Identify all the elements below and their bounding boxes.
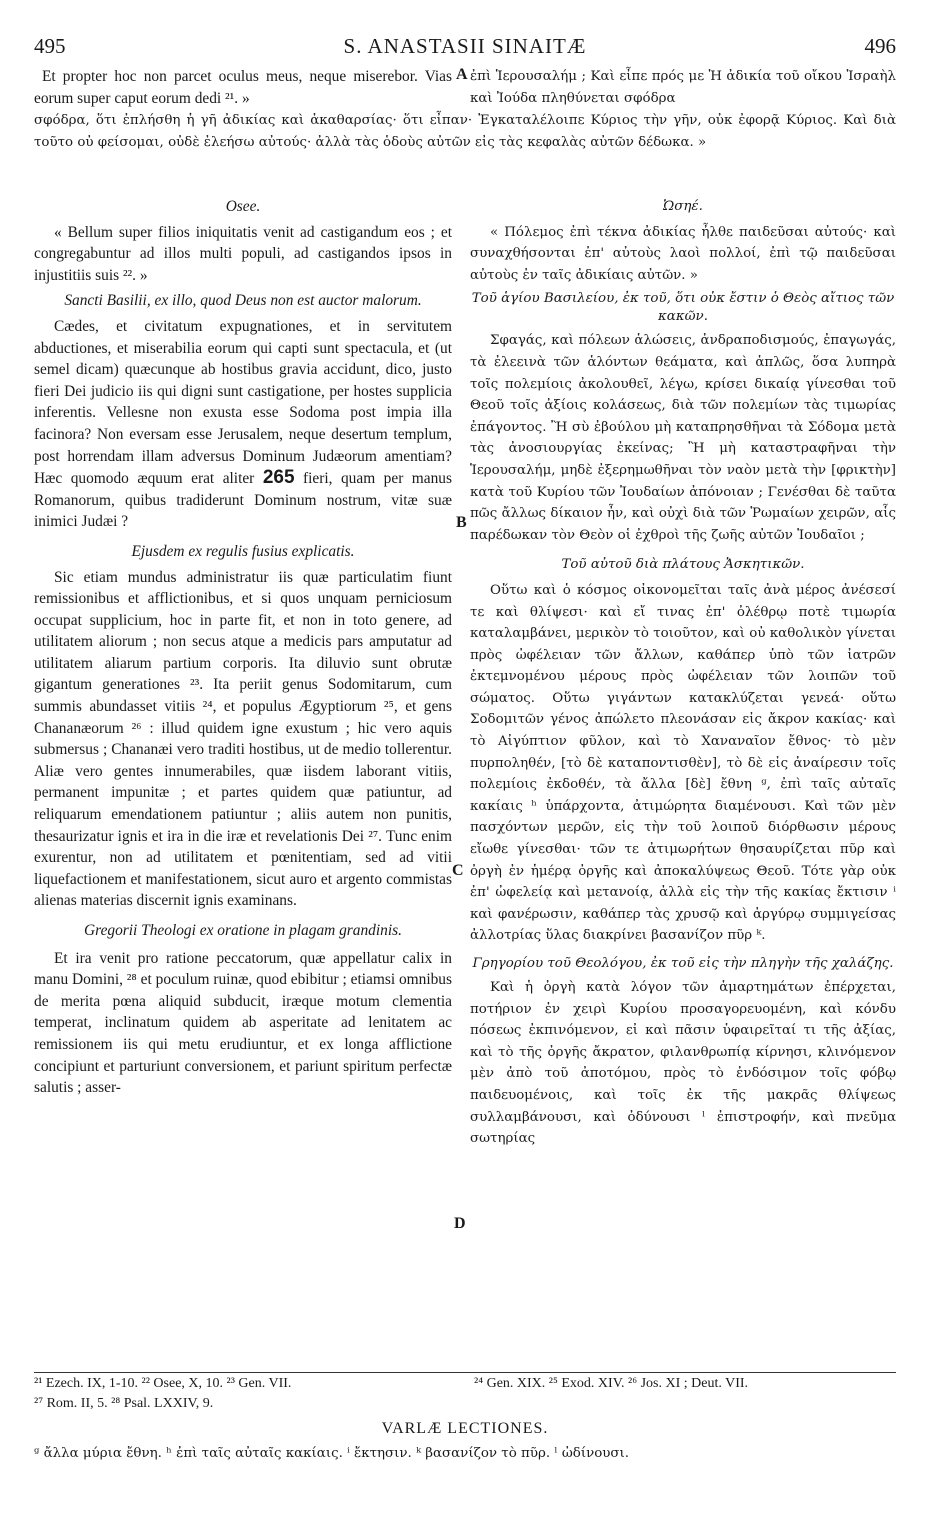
margin-letter-a: A bbox=[456, 66, 468, 83]
latin-paragraph-2b: fieri, quam per manus Romanorum, quibus tradiderunt Dominum nostrum, vitæ suæ inimici Judæi ? bbox=[34, 470, 452, 531]
top-greek-1 bbox=[470, 66, 896, 109]
variae-lectiones-title: VARLÆ LECTIONES. bbox=[381, 1420, 549, 1437]
page-number-right: 496 bbox=[864, 34, 896, 58]
top-greek-2-text: σφόδρα, ὅτι ἐπλήσθη ἡ γῆ ἀδικίας καὶ ἀκαθαρσίας· ὅτι εἶπαν· Ἐγκαταλέλοιπε Κύριος τὴν γῆν, οὐκ ἐφορᾷ Κύριος. Καὶ διὰ τοῦτο οὐ φείσομαι, οὐδὲ ἐλεήσω αὐτούς· ἀλλὰ τὰς ὁδοὺς αὐτῶν εἰς τὰς κεφαλὰς αὐτῶν δέδωκα. » bbox=[34, 113, 896, 150]
top-latin bbox=[34, 66, 452, 109]
footnotes bbox=[34, 1374, 896, 1418]
footnote-rule bbox=[34, 1372, 896, 1373]
running-title: S. ANASTASII SINAITÆ bbox=[343, 34, 587, 58]
latin-paragraph-3: Sic etiam mundus administratur iis quæ particulatim fiunt remissionibus et afflictionibus, et si quos unquam perniciosum occupat supplicium, hoc in parte fit, et non in toto genere, ad utilitatem aliorum ; non secus atque a medicis pars amputatur ad utilitatem aliarum partium corporis. Ita diluvio sunt obrutæ gigantum generationes ²³. Ita periit genus Sodomitarum, cum summis abundasset vitiis ²⁴, et populus Ægyptiorum ²⁵, et gens Chananæorum ²⁶ : illud quidem igne exustum ; hic vero aquis submersus ; Chananæi vero traditi hostibus, ut de medio tollerentur. Aliæ vero gentes innumerabiles, quæ iisdem laborant vitiis, permanent impunitæ ; et partes quidem quæ patiuntur, ad reliquarum emendationem patiuntur ; aliis autem non punitis, thesaurizatur ignis et ira in die iræ et revelationis Dei ²⁷. Tunc enim exurentur, non ad utilitatem et pœnitentiam, sed ad vitii liquefactionem et manifestationem, sicut auro et argento commistas alienas materias discernit ignis examinans. bbox=[34, 568, 452, 910]
margin-letter-c: C bbox=[452, 862, 464, 879]
top-latin-text: Et propter hoc non parcet oculus meus, neque miserebor. Vias eorum super caput eorum dedi ²¹. » bbox=[34, 68, 452, 107]
margin-letter-b: B bbox=[456, 514, 467, 531]
latin-paragraph-2 bbox=[34, 316, 452, 533]
variae-lectiones-lines: ᵍ ἄλλα μύρια ἔθνη. ʰ ἐπὶ ταῖς αὐταῖς κακίαις. ⁱ ἔκτησιν. ᵏ βασανίζον τὸ πῦρ. ˡ ὠδίνουσι. bbox=[34, 1446, 630, 1461]
greek-heading-basil: Τοῦ ἁγίου Βασιλείου, ἐκ τοῦ, ὅτι οὐκ ἔστιν ὁ Θεὸς αἴτιος τῶν κακῶν. bbox=[471, 291, 895, 325]
greek-heading-gregory: Γρηγορίου τοῦ Θεολόγου, ἐκ τοῦ εἰς τὴν πληγὴν τῆς χαλάζης. bbox=[472, 956, 894, 971]
greek-paragraph-3: Οὕτω καὶ ὁ κόσμος οἰκονομεῖται ταῖς ἀνὰ μέρος ἀνέσεσί τε καὶ θλίψεσι· καὶ εἴ τινας ἐπ' ὀλέθρῳ ποτὲ τιμωρία καταλαμβάνει, μερικὸν τὸ τοιοῦτον, καὶ οὐ καθολικὸν γίνεται πρὸς ὠφέλειαν τῶν ἄλλων, καθάπερ ὑπὸ τῶν ἰατρῶν ἐκτεμνομένου μέρους πρὸς ὠφέλειαν τῶν λοιπῶν τοῦ σώματος. Οὕτω γιγάντων κατακλύζεται γενεά· οὕτω Σοδομιτῶν γένος ἀπώλετο πλεονάσαν εἰς ἄκρον κακίας· καὶ τὸ Αἰγύπτιον φῦλον, καὶ τὸ Χαναναῖον ἔθνος· τὸ μὲν πυρποληθέν, [τὸ δὲ καταποντισθὲν], τὸ δὲ εἰς ἀναίρεσιν τοῖς πολεμίοις ἐκδοθέν, τὰ ἄλλα [δὲ] ἔθνη ᵍ, ἐπὶ ταῖς αὐταῖς κακίαις ʰ ὑπάρχοντα, ἀτιμώρητα διαμένουσι. Καὶ τῶν μὲν πασχόντων μερῶν, εἰς τὴν τοῦ λοιποῦ διόρθωσιν μέρους εἴωθε γίνεσθαι· τῶν τε ἀτιμωρήτων θησαυρίζεται πῦρ καὶ ὀργὴ ἐν ἡμέρᾳ ὀργῆς καὶ ἀποκαλύψεως Θεοῦ. Τότε γὰρ οὐκ ἐπ' ὠφελείᾳ καὶ μετανοίᾳ, ἀλλὰ εἰς τὴν τῆς κακίας ἔκτισιν ⁱ καὶ φανέρωσιν, καθάπερ τὰς χρυσῷ καὶ ἀργύρῳ συμμιγείσας ἀλλοτρίας ὕλας διακρίνει βασανίζον πῦρ ᵏ. bbox=[470, 582, 896, 944]
greek-paragraph-4: Καὶ ἡ ὀργὴ κατὰ λόγον τῶν ἁμαρτημάτων ἐπέρχεται, ποτήριον ἐν χειρὶ Κυρίου προσαγορευομένη, καὶ κόνδυ πόσεως ἐκπινόμενον, εἰ καὶ πᾶσιν ὑφαιρεῖταί τι τῆς ἀξίας, καὶ τὸ τῆς ὀργῆς ἄκρατον, φιλανθρωπίᾳ κίρνησι, κλινόμενον μὲν ἀπὸ τοῦ ἀποτόμου, πρὸς τὸ ἐνδόσιμον τοῖς φόβῳ παιδευομένοις, καὶ τοῖς ἐκ τῆς μακρᾶς θλίψεως συλλαμβάνουσι, καὶ ὀδύνουσι ˡ ἐπιστροφήν, καὶ πνεῦμα σωτηρίας bbox=[470, 980, 896, 1147]
footnote-line-left-1: ²¹ Ezech. IX, 1-10. ²² Osee, X, 10. ²³ Gen. VII. bbox=[34, 1376, 292, 1391]
latin-paragraph-4: Et ira venit pro ratione peccatorum, quæ appellatur calix in manu Domini, ²⁸ et poculum ruinæ, quod ebibitur ; etiamsi omnibus de merita pœna aliquid subducit, iræque motum clementia temperat, inclinatum quidem ab asperitate ad lenitatem ac remissionem iis qui metu erudiuntur, et ex longa afflictione concipiunt et parturiunt conversionem, et pariunt spiritum perfectæ salutis ; asser- bbox=[34, 949, 452, 1097]
greek-heading-osee: Ὠσηέ. bbox=[663, 199, 703, 214]
top-greek-2 bbox=[34, 110, 896, 153]
greek-column bbox=[470, 192, 896, 1352]
greek-heading-ascetica: Τοῦ αὐτοῦ διὰ πλάτους Ἀσκητικῶν. bbox=[561, 557, 805, 573]
latin-heading-gregory: Gregorii Theologi ex oratione in plagam grandinis. bbox=[84, 922, 402, 939]
latin-heading-regulae: Ejusdem ex regulis fusius explicatis. bbox=[131, 542, 355, 560]
greek-paragraph-1: « Πόλεμος ἐπὶ τέκνα ἀδικίας ἦλθε παιδεῦσαι αὐτούς· καὶ συναχθήσονται ἐπ' αὐτοὺς λαοὶ πολλοί, ἐπὶ τῷ παιδεῦσαι αὐτοὺς ἐν ταῖς ἀδικίαις αὐτῶν. » bbox=[470, 224, 896, 283]
top-greek-1-text: ἐπὶ Ἱερουσαλήμ ; Καὶ εἶπε πρός με Ἡ ἀδικία τοῦ οἴκου Ἰσραὴλ καὶ Ἰούδα πληθύνεται σφόδρα bbox=[470, 69, 896, 106]
page-header bbox=[34, 34, 896, 64]
column-number: 265 bbox=[262, 467, 295, 489]
page-number-left: 495 bbox=[34, 34, 66, 58]
latin-heading-basil: Sancti Basilii, ex illo, quod Deus non est auctor malorum. bbox=[64, 292, 422, 310]
latin-paragraph-1: « Bellum super filios iniquitatis venit ad castigandum eos ; et congregabuntur ad illos multi populi, ad castigandos ipsos in injustitiis suis ²². » bbox=[34, 223, 452, 284]
greek-paragraph-2: Σφαγάς, καὶ πόλεων ἁλώσεις, ἀνδραποδισμούς, ἐπαγωγάς, τὰ ἐλεεινὰ τῶν ἁλόντων θεάματα, καὶ ἁπλῶς, ὅσα λυπηρὰ τοῖς πολεμίοις ἀκολουθεῖ, λέγω, κρίσει δικαίᾳ γίνεσθαι τοῦ Θεοῦ τοῖς ἀξίοις κολάσεως, διὰ τῶν πολεμίων τὰς τιμωρίας ἐπάγοντος. Ἢ σὺ ἐβούλου μὴ καταπρησθῆναι τὰ Σόδομα μετὰ τὰς ἀνοσιουργίας ἐκείνας; Ἢ μὴ καταστραφῆναι τὴν Ἱερουσαλήμ, μηδὲ ἐξερημωθῆναι τὸν ναὸν μετὰ τὴν [φρικτὴν] κατὰ τοῦ Κυρίου τῶν Ἰουδαίων ἀπόνοιαν ; Γενέσθαι δὲ ταῦτα πῶς ἄλλως δίκαιον ἦν, καὶ οὐχὶ διὰ τῶν Ῥωμαίων χειρῶν, αἷς παρέδωκαν τὸν Θεὸν οἱ ἐχθροὶ τῆς ζωῆς αὐτῶν Ἰουδαῖοι ; bbox=[470, 333, 896, 543]
latin-column bbox=[34, 192, 452, 1352]
latin-paragraph-2a: Cædes, et civitatum expugnationes, et in servitutem abductiones, et miserabilia eorum qui capti sunt spectacula, et (ut semel dicam) quæcunque ab hostibus gravia accidunt, dico, justo fieri Dei judicio iis qui digni sunt castigatione, per hostes supplicia inferentis. Vellesne non exusta esse Sodoma post impia illa facinora? Non eversam esse Jerusalem, neque desertum templum, post horrendam illam adversus Dominum Judæorum amentiam? Hæc quomodo æquum erat aliter bbox=[34, 317, 452, 488]
footnote-line-right-1: ²⁴ Gen. XIX. ²⁵ Exod. XIV. ²⁶ Jos. XI ; Deut. VII. bbox=[474, 1376, 749, 1391]
margin-letter-d: D bbox=[454, 1215, 466, 1232]
latin-heading-osee: Osee. bbox=[225, 198, 261, 215]
footnote-line-left-2: ²⁷ Rom. II, 5. ²⁸ Psal. LXXIV, 9. bbox=[34, 1396, 214, 1411]
